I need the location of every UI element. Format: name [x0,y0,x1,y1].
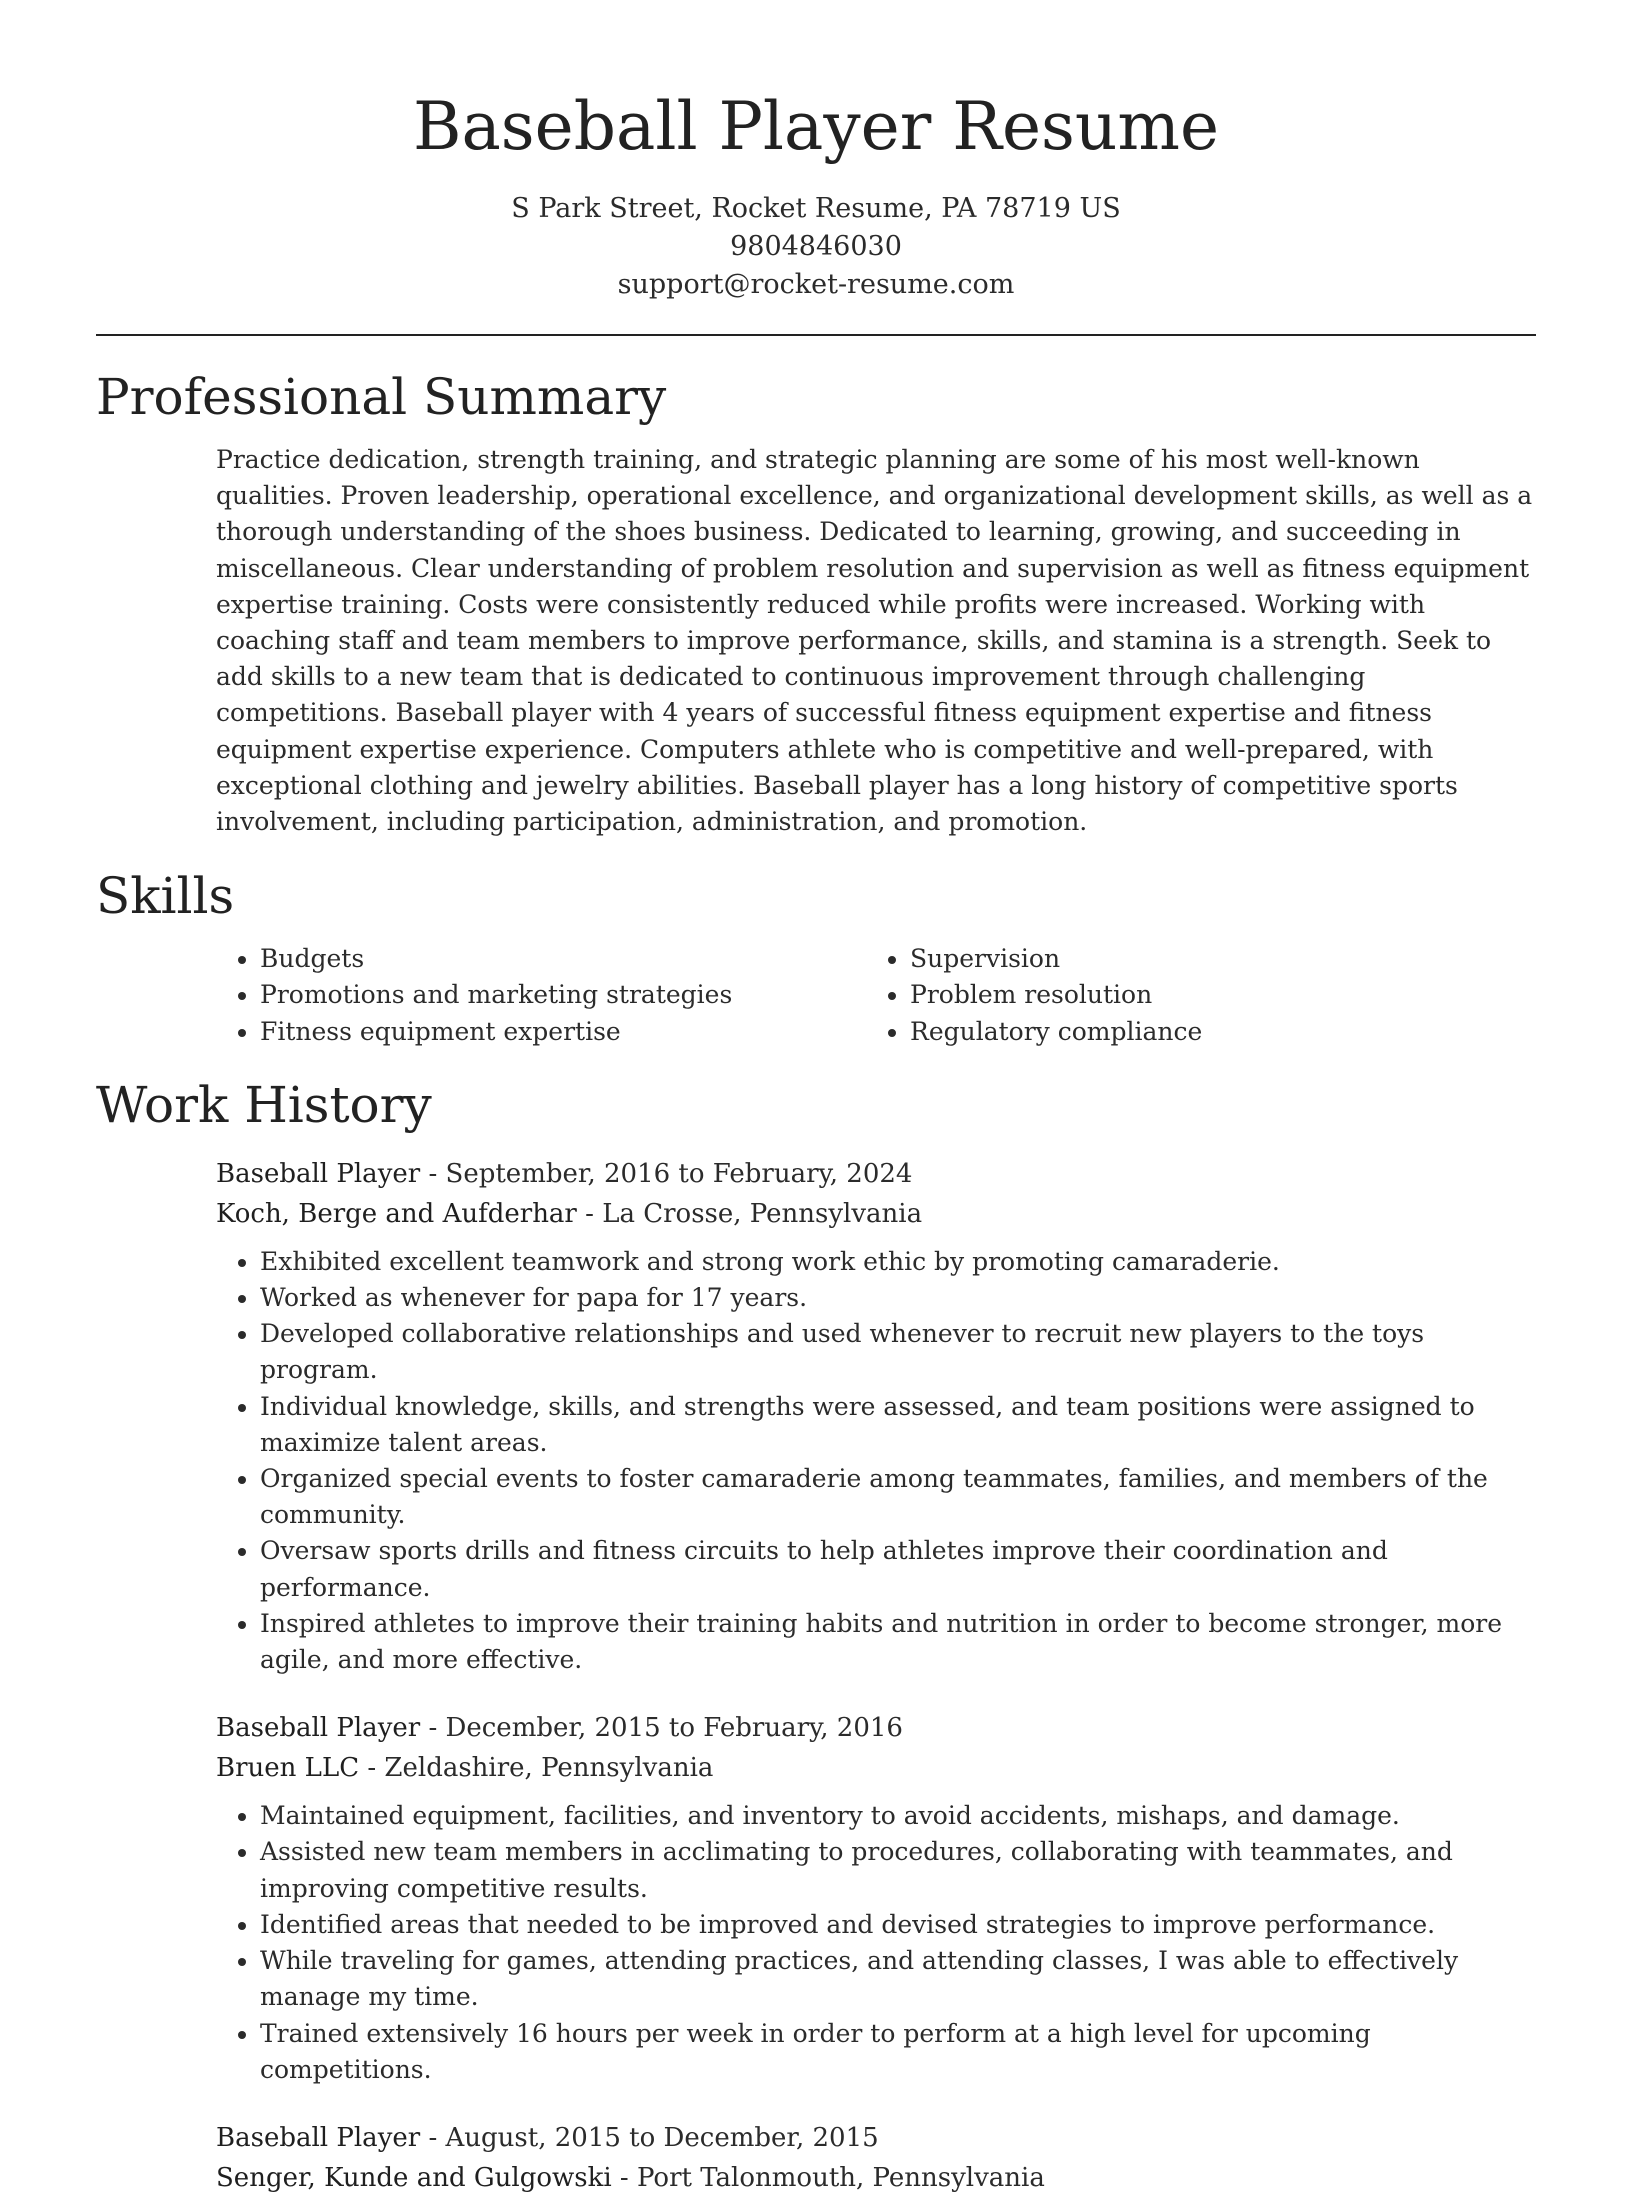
skill-item: • Budgets [260,941,866,977]
job-bullet: • Developed collaborative relationships and used whenever to recruit new players to the toys program. [260,1316,1536,1388]
summary-heading: Professional Summary [96,368,667,426]
skills-list [216,941,1536,1050]
resume-page [96,0,1536,2193]
job-company: Bruen LLC [216,1753,360,1784]
job-bullet: • While traveling for games, attending practices, and attending classes, I was able to effectively manage my time. [260,1943,1536,2015]
skills-column-right [866,941,1510,1050]
job-bullet: • Inspired athletes to improve their training habits and nutrition in order to become stronger, more agile, and more effective. [260,1606,1536,1678]
work-history-heading: Work History [96,1075,432,1134]
skill-item: • Fitness equipment expertise [260,1014,866,1050]
job-bullets [216,1244,1536,1678]
job-bullet: • Maintained equipment, facilities, and inventory to avoid accidents, mishaps, and damage. [260,1798,1536,1834]
job-entry [216,1154,1536,1678]
job-company-line [216,1748,1536,1788]
email: support@rocket-resume.com [617,269,1015,300]
job-bullet: • Worked as whenever for papa for 17 years. [260,1280,1536,1316]
job-role-line [216,1154,1536,1194]
phone: 9804846030 [730,231,902,262]
job-company-line [216,1194,1536,1234]
job-bullet: • Assisted new team members in acclimating to procedures, collaborating with teammates, and improving competitive results. [260,1834,1536,1906]
job-bullet: • Individual knowledge, skills, and strengths were assessed, and team positions were assigned to maximize talent areas. [260,1389,1536,1461]
skill-item: • Regulatory compliance [910,1014,1510,1050]
job-bullets [216,1798,1536,2088]
job-role: Baseball Player [216,1158,421,1189]
job-bullet: • Organized special events to foster camaraderie among teammates, families, and members of the community. [260,1461,1536,1533]
job-role: Baseball Player [216,1713,421,1744]
skill-item: • Problem resolution [910,977,1510,1013]
job-bullet: • Trained extensively 16 hours per week in order to perform at a high level for upcoming competitions. [260,2016,1536,2088]
job-dates: - August, 2015 to December, 2015 [420,2122,879,2153]
skill-item: • Supervision [910,941,1510,977]
job-company: Senger, Kunde and Gulgowski [216,2162,612,2193]
job-company: Koch, Berge and Aufderhar [216,1198,577,1229]
skills-column-left [216,941,866,1050]
job-bullet: • Identified areas that needed to be improved and devised strategies to improve performance. [260,1907,1536,1943]
address: S Park Street, Rocket Resume, PA 78719 US [511,193,1121,224]
resume-title: Baseball Player Resume [412,88,1220,165]
header-divider [96,334,1536,336]
job-bullet: • Exhibited excellent teamwork and strong work ethic by promoting camaraderie. [260,1244,1536,1280]
job-role: Baseball Player [216,2122,421,2153]
job-dates: - December, 2015 to February, 2016 [420,1713,903,1744]
job-entry [216,2118,1536,2198]
job-company-line [216,2158,1536,2198]
job-dates: - September, 2016 to February, 2024 [420,1158,913,1189]
job-location: - La Crosse, Pennsylvania [576,1198,923,1229]
job-role-line [216,2118,1536,2158]
job-entry [216,1708,1536,2088]
skills-heading: Skills [96,867,235,926]
skill-item: • Promotions and marketing strategies [260,977,866,1013]
summary-text: Practice dedication, strength training, and strategic planning are some of his most well-known qualities. Proven leadership, operational excellence, and organizational development skills, as well as a thorough understanding of the shoes business. Dedicated to learning, growing, and succeeding in miscellaneous. Clear understanding of problem resolution and supervision as well as fitness equipment expertise training. Costs were consistently reduced while profits were increased. Working with coaching staff and team members to improve performance, skills, and stamina is a strength. Seek to add skills to a new team that is dedicated to continuous improvement through challenging competitions. Baseball player with 4 years of successful fitness equipment expertise and fitness equipment expertise experience. Computers athlete who is competitive and well-prepared, with exceptional clothing and jewelry abilities. Baseball player has a long history of competitive sports involvement, including participation, administration, and promotion. [216,445,1533,837]
resume-header [96,0,1536,304]
job-location: - Zeldashire, Pennsylvania [359,1753,714,1784]
job-bullet: • Oversaw sports drills and fitness circuits to help athletes improve their coordination and performance. [260,1533,1536,1605]
job-role-line [216,1708,1536,1748]
contact-info [96,190,1536,304]
job-location: - Port Talonmouth, Pennsylvania [611,2162,1045,2193]
